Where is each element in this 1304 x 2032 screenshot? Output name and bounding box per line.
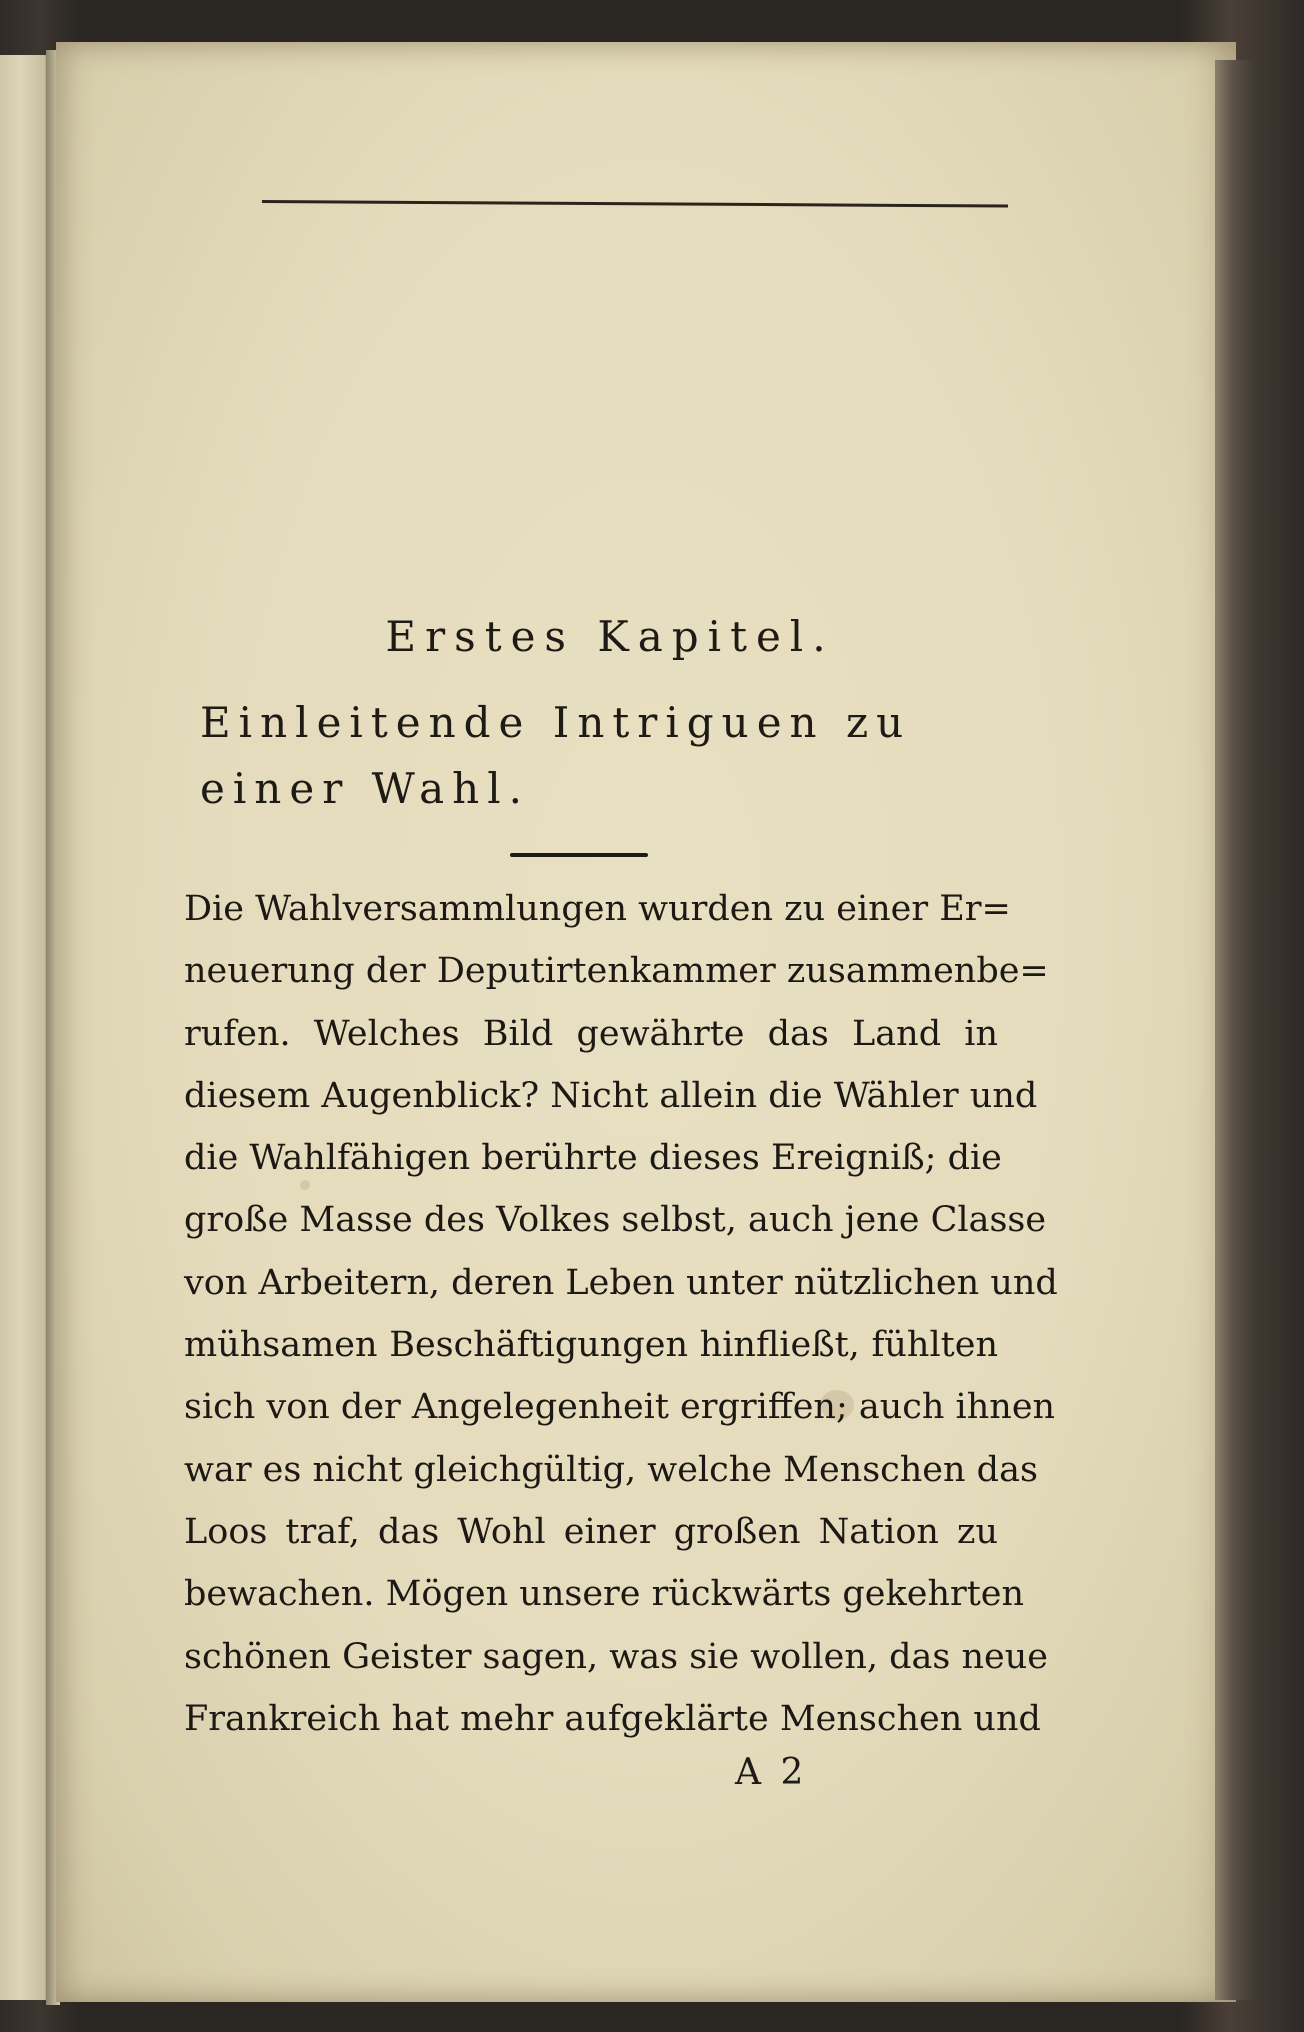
text-line: von Arbeitern, deren Leben unter nützlichen und [184,1262,1058,1303]
text-line: Frankreich hat mehr aufgeklärte Menschen und [184,1698,1041,1739]
text-line: neuerung der Deputirtenkammer zusammenbe= [184,951,1049,992]
body-text [184,878,1058,1750]
text-line: bewachen. Mögen unsere rückwärts gekehrten [184,1574,1025,1615]
left-page-edge [0,55,48,2000]
chapter-divider-rule [510,853,648,857]
text-line: sich von der Angelegenheit ergriffen; auch ihnen [184,1387,1056,1428]
text-line: war es nicht gleichgültig, welche Menschen das [184,1449,1038,1490]
text-line: Loos traf, das Wohl einer großen Nation zu [184,1511,998,1552]
text-line: Die Wahlversammlungen wurden zu einer Er= [184,889,1011,929]
page-stack-edge [1215,60,1257,2000]
signature-mark: A 2 [735,1752,808,1793]
text-line: mühsamen Beschäftigungen hinfließt, fühlten [184,1325,998,1366]
text-line: rufen. Welches Bild gewährte das Land in [184,1013,998,1054]
chapter-subtitle: Einleitende Intriguen zu einer Wahl. [200,698,912,813]
text-line: große Masse des Volkes selbst, auch jene Classe [184,1200,1047,1241]
chapter-heading: Erstes Kapitel. [385,612,835,661]
text-line: die Wahlfähigen berührte dieses Ereigniß; die [184,1138,1002,1179]
text-line: diesem Augenblick? Nicht allein die Wähler und [184,1075,1038,1116]
text-line: schönen Geister sagen, was sie wollen, das neue [184,1636,1048,1677]
